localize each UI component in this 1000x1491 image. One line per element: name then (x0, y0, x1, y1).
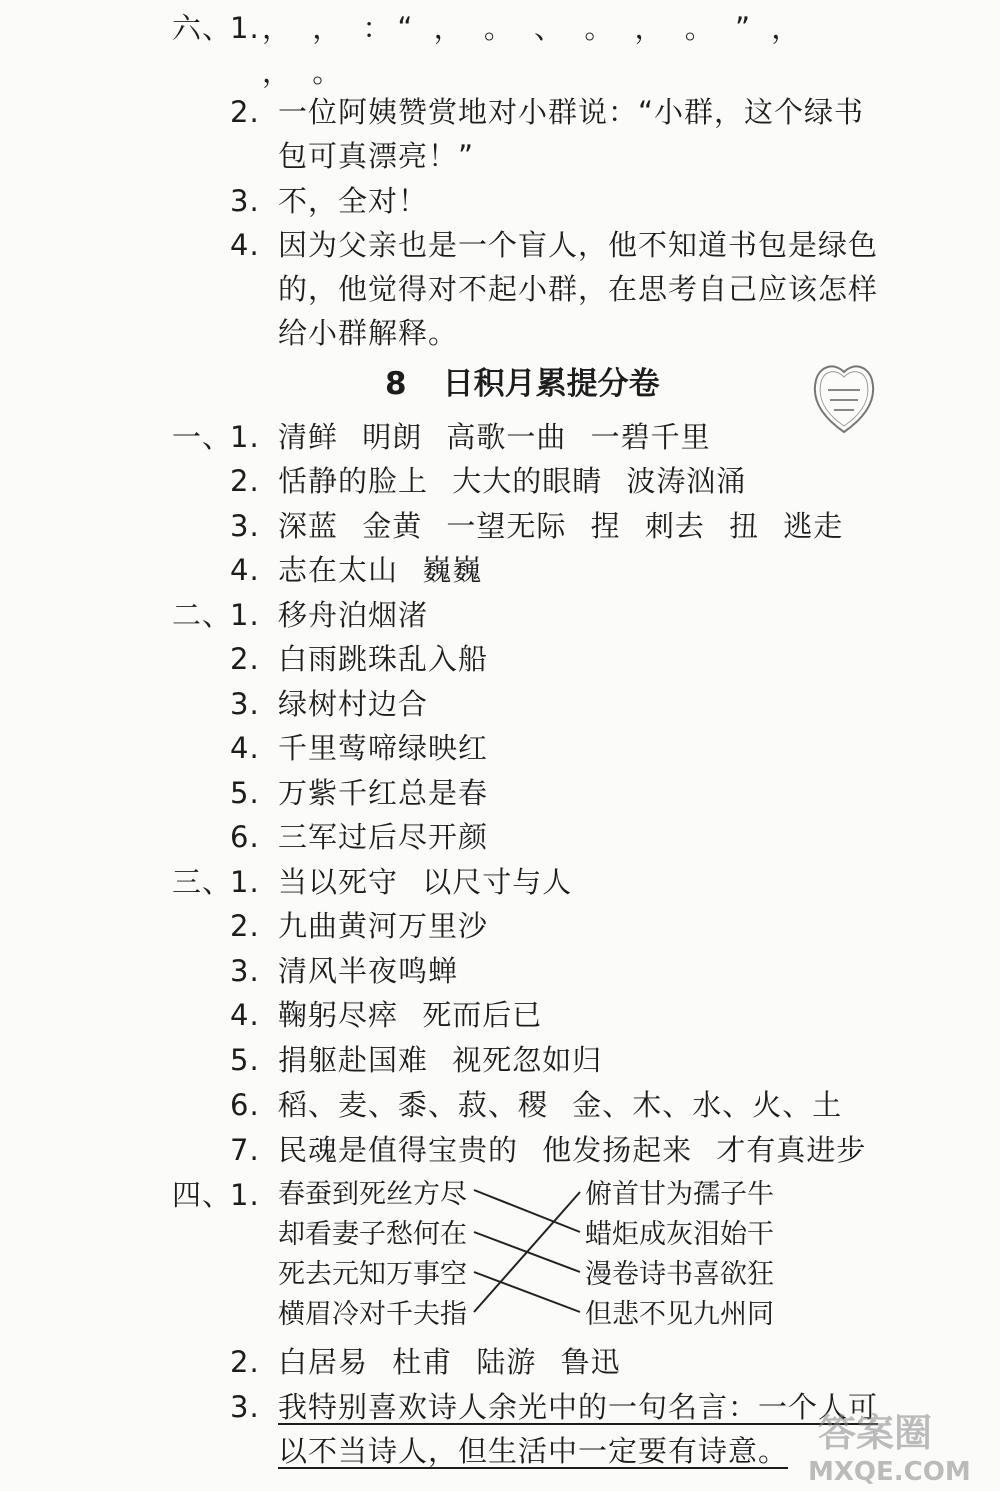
title-text: 日积月累提分卷 (442, 366, 660, 402)
s3-item-num: 6. (230, 1088, 260, 1122)
q6-4-line3: 给小群解释。 (278, 316, 459, 350)
s1-item-text: 志在太山 巍巍 (278, 553, 483, 587)
s2-item-text: 万紫千红总是春 (278, 776, 489, 810)
s3-item-text: 当以死守 以尺寸与人 (278, 865, 573, 899)
q6-4-line2: 的，他觉得对不起小群，在思考自己应该怎样 (278, 272, 879, 306)
s2-item-text: 三军过后尽开颜 (278, 820, 489, 854)
s1-item-num: 4. (230, 553, 260, 587)
section-3-label: 三、 (172, 865, 233, 899)
s3-item-num: 1. (230, 865, 260, 899)
match-left-item: 却看妻子愁何在 (278, 1219, 467, 1250)
s3-item-num: 7. (230, 1133, 260, 1167)
s2-item-num: 2. (230, 642, 260, 676)
match-right-item: 俯首甘为孺子牛 (585, 1179, 774, 1210)
seal-stamp-icon (808, 356, 880, 436)
s1-item-num: 2. (230, 464, 260, 498)
section-2-label: 二、 (172, 598, 233, 632)
s2-item-text: 千里莺啼绿映红 (278, 731, 489, 765)
q6-2-line1: 一位阿姨赞赏地对小群说：“小群，这个绿书 (278, 95, 865, 129)
s4-q3-num: 3. (230, 1390, 260, 1424)
watermark-logo-icon (800, 1400, 995, 1486)
q6-1-line1: ， ， ：“ ， 。 、 。 ， 。 ” ， (262, 11, 807, 45)
match-line (474, 1190, 580, 1232)
s4-q2-num: 2. (230, 1345, 260, 1379)
s2-item-num: 3. (230, 687, 260, 721)
s4-q3-line2: 以不当诗人，但生活中一定要有诗意。 (278, 1434, 789, 1468)
s1-item-text: 清鲜 明朗 高歌一曲 一碧千里 (278, 420, 711, 454)
watermark-subtext: MXQE.COM (808, 1457, 971, 1486)
s3-item-num: 3. (230, 954, 260, 988)
s1-item-text: 恬静的脸上 大大的眼睛 波涛汹涌 (278, 464, 747, 498)
s3-item-num: 4. (230, 998, 260, 1032)
s3-item-text: 民魂是值得宝贵的 他发扬起来 才有真进步 (278, 1133, 867, 1167)
match-line (474, 1192, 580, 1312)
s3-item-text: 稻、麦、黍、菽、稷 金、木、水、火、土 (278, 1088, 843, 1122)
section-6-label: 六、 (172, 11, 233, 45)
s2-item-num: 5. (230, 776, 260, 810)
s2-item-num: 6. (230, 820, 260, 854)
s3-item-text: 九曲黄河万里沙 (278, 909, 489, 943)
s4-q1-num: 1. (230, 1178, 260, 1212)
q6-4-line1: 因为父亲也是一个盲人，他不知道书包是绿色 (278, 228, 879, 262)
q6-3-text: 不，全对！ (278, 184, 429, 218)
match-line (474, 1232, 580, 1272)
section-1-label: 一、 (172, 420, 233, 454)
match-left-item: 横眉冷对千夫指 (278, 1299, 467, 1330)
match-right-item: 但悲不见九州同 (585, 1299, 774, 1330)
q6-2-line2: 包可真漂亮！” (278, 139, 475, 173)
s4-q2-text: 白居易 杜甫 陆游 鲁迅 (278, 1345, 621, 1379)
match-right-item: 蜡炬成灰泪始干 (585, 1219, 774, 1250)
s4-q3-line1: 我特别喜欢诗人余光中的一句名言：一个人可 (278, 1390, 879, 1424)
section-4-label: 四、 (172, 1178, 233, 1212)
s2-item-num: 4. (230, 731, 260, 765)
s3-item-text: 清风半夜鸣蝉 (278, 954, 459, 988)
q6-1-line2: ， 。 (262, 55, 348, 89)
s3-item-num: 2. (230, 909, 260, 943)
s1-item-num: 1. (230, 420, 260, 454)
s3-item-num: 5. (230, 1043, 260, 1077)
match-left-item: 死去元知万事空 (278, 1259, 467, 1290)
watermark-text: 答案圈 (818, 1411, 933, 1455)
title-number: 8 (385, 366, 407, 402)
match-line (474, 1272, 580, 1312)
s1-item-num: 3. (230, 509, 260, 543)
q6-1-num: 1. (230, 11, 260, 45)
match-right-item: 漫卷诗书喜欲狂 (585, 1259, 774, 1290)
page-title (385, 362, 660, 406)
s2-item-text: 绿树村边合 (278, 687, 429, 721)
q6-3-num: 3. (230, 184, 260, 218)
match-left-item: 春蚕到死丝方尽 (278, 1179, 467, 1210)
s3-item-text: 鞠躬尽瘁 死而后已 (278, 998, 543, 1032)
s1-item-text: 深蓝 金黄 一望无际 捏 刺去 扭 逃走 (278, 509, 844, 543)
s2-item-text: 白雨跳珠乱入船 (278, 642, 489, 676)
q6-2-num: 2. (230, 95, 260, 129)
q6-4-num: 4. (230, 228, 260, 262)
s2-item-text: 移舟泊烟渚 (278, 598, 429, 632)
s3-item-text: 捐躯赴国难 视死忽如归 (278, 1043, 603, 1077)
s2-item-num: 1. (230, 598, 260, 632)
